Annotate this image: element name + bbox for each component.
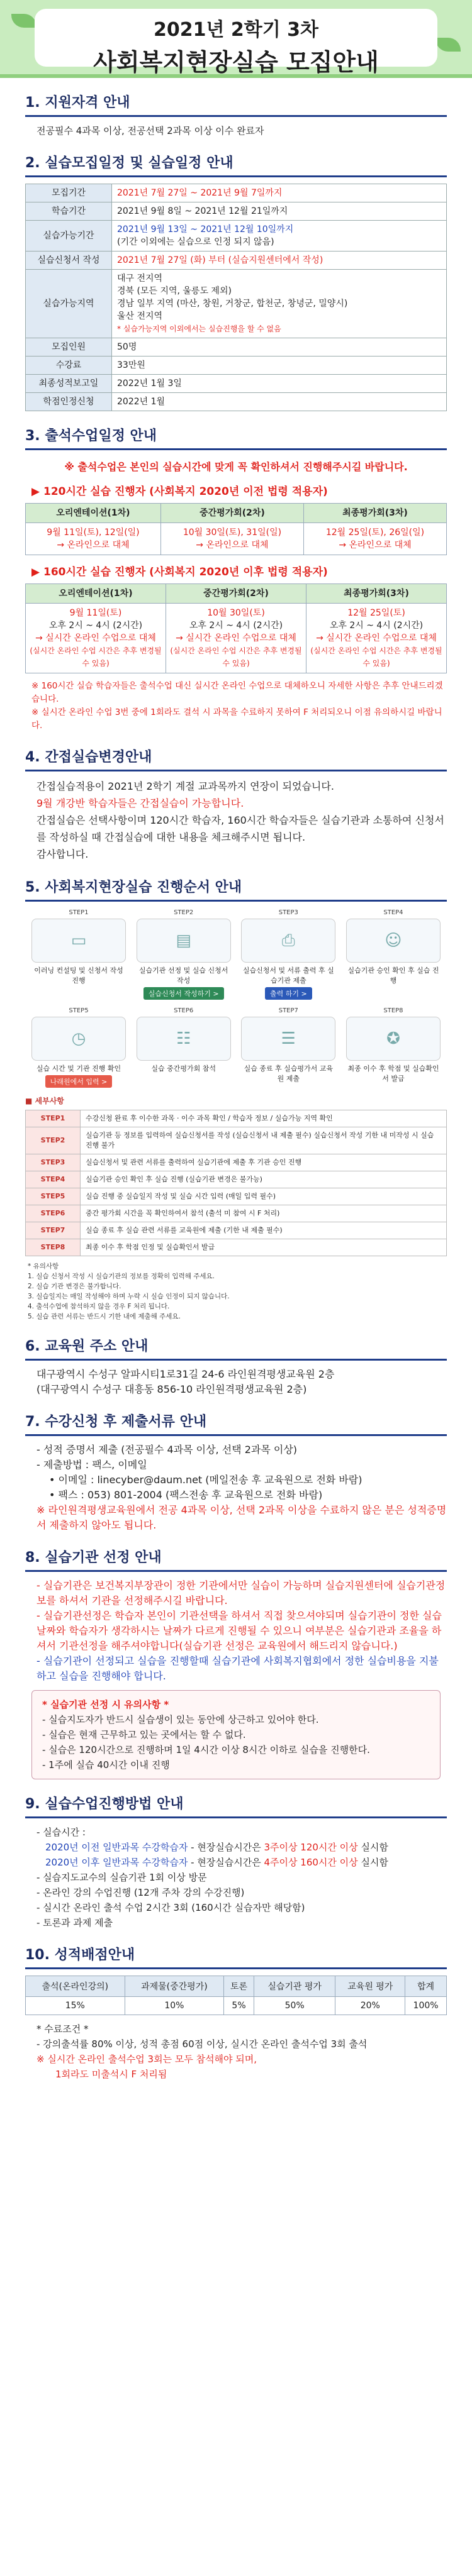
section-title: 3. 출석수업일정 안내 [25, 428, 157, 444]
group-120-head: ▶ 120시간 실습 진행자 (사회복지 2020년 이전 법령 적용자) [31, 485, 328, 498]
schedule-table [25, 184, 447, 411]
row-value: 대구 전지역 경북 (모든 지역, 울릉도 제외) 경남 일부 지역 (마산, 창원, 거창군, 합천군, 창녕군, 밀양시) 울산 전지역 * 실습가능지역 이외에서는 실습진행을 할 수 없음 [112, 270, 447, 338]
row-label: 실습가능지역 [26, 270, 112, 338]
table-row [26, 221, 447, 252]
divider [25, 1967, 447, 1969]
divider [25, 1816, 447, 1818]
divider [25, 448, 447, 450]
row-value: 2021년 9월 13일 ~ 2021년 12월 10일까지 (기간 이외에는 실습으로 인정 되지 않음) [112, 221, 447, 252]
section-title: 4. 간접실습변경안내 [25, 749, 152, 765]
divider [25, 1359, 447, 1361]
section-title: 1. 지원자격 안내 [25, 95, 130, 111]
row-label: 최종성적보고일 [26, 375, 112, 393]
steps-row-1 [31, 909, 441, 1000]
step-card: STEP1 ▭ 이러닝 컨설팅 및 신청서 작성 진행 [31, 909, 126, 1000]
schedule-160-table: 오리엔테이션(1차) 중간평가회(2차) 최종평가회(3차) 9월 11일(토) 오후 2시 ~ 4시 (2시간) → 실시간 온라인 수업으로 대체 (실시간 온라인 수업 시간은 추후 변경될 수 있음) 10월 30일(토) 오후 2시 ~ 4시 (2시간) → 실시간 온라인 수업으로 대체 (실시간 온라인 수업 시간은 추후 변경될 수 있음) 12월 25일(토) 오후 2시 ~ 4시 (2시간) → 실시간 온라인 수업으로 대체 (실시간 온라인 수업 시간은 추후 변경될 수 있음) [25, 583, 447, 673]
people-icon: ☺ [346, 919, 441, 963]
section-title: 9. 실습수업진행방법 안내 [25, 1796, 184, 1812]
method-text: - 실습시간 : 2020년 이전 일반과목 수강학습자 - 현장실습시간은 3주이상 120시간 이상 실시함 2020년 이후 일반과목 수강학습자 - 현장실습시간은 4주이상 160시간 이상 실시함 - 실습지도교수의 실습기관 1회 이상 방문 - 온라인 강의 수업진행 (12개 주차 강의 수강진행) - 실시간 온라인 출석 수업 2시간 3회 (160시간 실습자만 해당함) - 토론과 과제 제출 [37, 1827, 388, 1928]
table-row [26, 375, 447, 393]
write-application-button[interactable]: 실습신청서 작성하기 > [143, 987, 224, 1000]
step-detail-table: STEP1 수강신청 완료 후 이수한 과목 · 이수 과목 확인 / 학습자 정보 / 실습가능 지역 확인 STEP2 실습기관 등 정보를 입력하여 실습신청서를 작성 (실습신청서 내 제출 필수) 실습신청서 작성 기한 내 미작성 시 실습 진행 불가 STEP3 실습신청서 및 관련 서류를 출력하여 실습기관에 제출 후 기관 승인 진행 STEP4 실습기관 승인 확인 후 실습 진행 (실습기관 변경은 불가능) STEP5 실습 진행 중 실습일지 작성 및 실습 시간 입력 (매일 입력 필수) STEP6 중간 평가회 시간을 꼭 확인하여서 참석 (출석 미 참여 시 F 처리) STEP7 실습 종료 후 실습 관련 서류를 교육원에 제출 (기한 내 제출 필수) STEP8 최종 이수 후 학점 인정 및 실습확인서 발급 [25, 1110, 447, 1256]
meeting-icon: ☷ [137, 1017, 231, 1061]
row-label: 모집기간 [26, 184, 112, 202]
row-value: 50명 [112, 338, 447, 357]
table-row [26, 357, 447, 375]
group-160-head: ▶ 160시간 실습 진행자 (사회복지 2020년 이후 법령 적용자) [31, 566, 328, 578]
section-title: 10. 성적배점안내 [25, 1947, 135, 1963]
table-row [26, 202, 447, 221]
row-value: 2021년 7월 27일 ~ 2021년 9월 7일까지 [112, 184, 447, 202]
institution-text: - 실습기관은 보건복지부장관이 정한 기관에서만 실습이 가능하며 실습지원센터에 실습기관정보를 하셔서 기관을 선정해주시길 바랍니다. - 실습기관선정은 학습자 본인이 기관선택을 하셔서 직접 찾으셔야되며 실습기관이 정한 실습날짜와 학습자가 생각하시는 날짜가 다르게 진행될 수 있으니 여부분은 실습기관과 조율을 하셔서 기관선정을 해주셔야합니다(실습기관 선정은 교육원에서 해드리지 않습니다.) - 실습기관이 선정되고 실습을 진행할때 실습기관에 사회복지협회에서 정한 실습비용을 지불하고 실습을 진행해야 합니다. [37, 1579, 446, 1682]
hero-card [35, 9, 437, 76]
table-row [26, 393, 447, 411]
form-icon: ☰ [241, 1017, 335, 1061]
step-card: STEP8 ✪ 최종 이수 후 학점 및 실습확인서 발급 [346, 1007, 441, 1088]
footnotes: * 유의사항 1. 실습 신청서 작성 시 실습기관의 정보를 정확히 입력해 주세요. 2. 실습 기관 변경은 불가합니다. 3. 실습일지는 매일 작성해야 하며 누락 시 실습 인정이 되지 않습니다. 4. 출석수업에 참석하지 않을 경우 F 처리 됩니다. 5. 실습 관련 서류는 반드시 기한 내에 제출해 주세요. [28, 1263, 230, 1320]
document-icon: ▤ [137, 919, 231, 963]
hero-banner [0, 0, 472, 78]
caution-box: * 실습기관 선정 시 유의사항 * - 실습지도자가 반드시 실습생이 있는 동안에 상근하고 있어야 한다. - 실습은 현재 근무하고 있는 곳에서는 할 수 없다. - 실습은 120시간으로 진행하며 1일 4시간 이상 8시간 이하로 실습을 진행한다. - 1주에 실습 40시간 이내 진행 [31, 1690, 441, 1779]
clock-icon: ◷ [31, 1017, 126, 1061]
documents-text: - 성적 증명서 제출 (전공필수 4과목 이상, 선택 2과목 이상) - 제출방법 : 팩스, 이메일 • 이메일 : linecyber@daum.net (메일전송 후 교육원으로 전화 바람) • 팩스 : 053) 801-2004 (팩스전송 후 교육원으로 전화 바람) ※ 라인원격평생교육원에서 전공 4과목 이상, 선택 2과목 이상을 수료하지 않은 분은 성적증명서 제출하지 않아도 됩니다. [37, 1444, 447, 1531]
schedule-120-table: 오리엔테이션(1차) 중간평가회(2차) 최종평가회(3차) 9월 11일(토), 12일(일) → 온라인으로 대체 10월 30일(토), 31일(일) → 온라인으로 대체 12월 25일(토), 26일(일) → 온라인으로 대체 [25, 503, 447, 555]
row-label: 수강료 [26, 357, 112, 375]
divider [25, 175, 447, 177]
hero-title: 사회복지현장실습 모집안내 [93, 48, 379, 76]
row-value: 2021년 7월 27일 (화) 부터 (실습지원센터에서 작성) [112, 252, 447, 270]
leaf-decoration-icon [11, 14, 37, 28]
table-row [26, 338, 447, 357]
divider [25, 1570, 447, 1572]
certificate-icon: ✪ [346, 1017, 441, 1061]
hero-subtitle: 2021년 2학기 3차 [153, 19, 319, 41]
email-link[interactable]: • 이메일 : linecyber@daum.net (메일전송 후 교육원으로 전화 바람) [49, 1474, 362, 1486]
detail-title: ■ 세부사항 [25, 1097, 64, 1105]
grading-table: 출석(온라인강의) 과제물(중간평가) 토론 실습기관 평가 교육원 평가 합계 15% 10% 5% 50% 20% 100% [25, 1976, 447, 2015]
steps-row-2 [31, 1007, 441, 1088]
address-text: 대구광역시 수성구 알파시티1로31길 24-6 라인원격평생교육원 2층 (대구광역시 수성구 대흥동 856-10 라인원격평생교육원 2층) [37, 1368, 335, 1395]
table-row [26, 184, 447, 202]
section-title: 8. 실습기관 선정 안내 [25, 1550, 162, 1566]
row-value: 2022년 1월 3일 [112, 375, 447, 393]
step-card: STEP5 ◷ 실습 시간 및 기관 진행 확인 나래원에서 입력 > [31, 1007, 126, 1088]
section-title: 6. 교육원 주소 안내 [25, 1339, 149, 1354]
eligibility-text: 전공필수 4과목 이상, 전공선택 2과목 이상 이수 완료자 [37, 125, 264, 136]
divider [25, 115, 447, 117]
indirect-practice-text: 간접실습적용이 2021년 2학기 계절 교과목까지 연장이 되었습니다. 9월 개강반 학습자들은 간접실습이 가능합니다. 간접실습은 선택사항이며 120시간 학습자, 160시간 학습자들은 실습기관과 소통하여 신청서를 작성하실 때 간접실습에 대한 내용을 체크해주시면 됩니다. 감사합니다. [37, 780, 444, 860]
table-row [26, 270, 447, 338]
row-label: 학점인정신청 [26, 393, 112, 411]
section-title: 5. 사회복지현장실습 진행순서 안내 [25, 880, 242, 895]
row-value: 33만원 [112, 357, 447, 375]
divider [25, 900, 447, 902]
divider [25, 770, 447, 771]
step-card: STEP2 ▤ 실습기관 선정 및 실습 신청서 작성 실습신청서 작성하기 > [137, 909, 231, 1000]
attendance-notes: ※ 160시간 실습 학습자들은 출석수업 대신 실시간 온라인 수업으로 대체하오니 자세한 사항은 추후 안내드리겠습니다. ※ 실시간 온라인 수업 3번 중에 1회라도 결석 시 과목을 수료하지 못하여 F 처리되오니 이점 유의하시길 바랍니다. [31, 681, 443, 731]
row-value: 2021년 9월 8일 ~ 2021년 12월 21일까지 [112, 202, 447, 221]
computer-icon: ▭ [31, 919, 126, 963]
completion-notes: * 수료조건 * - 강의출석률 80% 이상, 성적 총점 60점 이상, 실시간 온라인 출석수업 3회 출석 ※ 실시간 온라인 출석수업 3회는 모두 참석해야 되며, 1회라도 미출석시 F 처리됨 [37, 2023, 368, 2080]
step-card: STEP3 ⎙ 실습신청서 및 서류 출력 후 실습기관 제출 출력 하기 > [241, 909, 335, 1000]
row-label: 모집인원 [26, 338, 112, 357]
step-card: STEP6 ☷ 실습 중간평가회 참석 [137, 1007, 231, 1088]
row-label: 실습가능기간 [26, 221, 112, 252]
print-button[interactable]: 출력 하기 > [265, 987, 312, 1000]
step-card: STEP7 ☰ 실습 종료 후 실습평가서 교육원 제출 [241, 1007, 335, 1088]
step-card: STEP4 ☺ 실습기관 승인 확인 후 실습 진행 [346, 909, 441, 1000]
section-title: 7. 수강신청 후 제출서류 안내 [25, 1414, 207, 1430]
printer-icon: ⎙ [241, 919, 335, 963]
attendance-warning: ※ 출석수업은 본인의 실습시간에 맞게 꼭 확인하셔서 진행해주시길 바랍니다. [64, 461, 408, 473]
leaf-decoration-icon [435, 38, 461, 52]
row-label: 실습신청서 작성 [26, 252, 112, 270]
row-label: 학습기간 [26, 202, 112, 221]
divider [25, 1434, 447, 1436]
section-title: 2. 실습모집일정 및 실습일정 안내 [25, 155, 233, 171]
row-value: 2022년 1월 [112, 393, 447, 411]
input-button[interactable]: 나래원에서 입력 > [45, 1075, 113, 1088]
table-row [26, 252, 447, 270]
